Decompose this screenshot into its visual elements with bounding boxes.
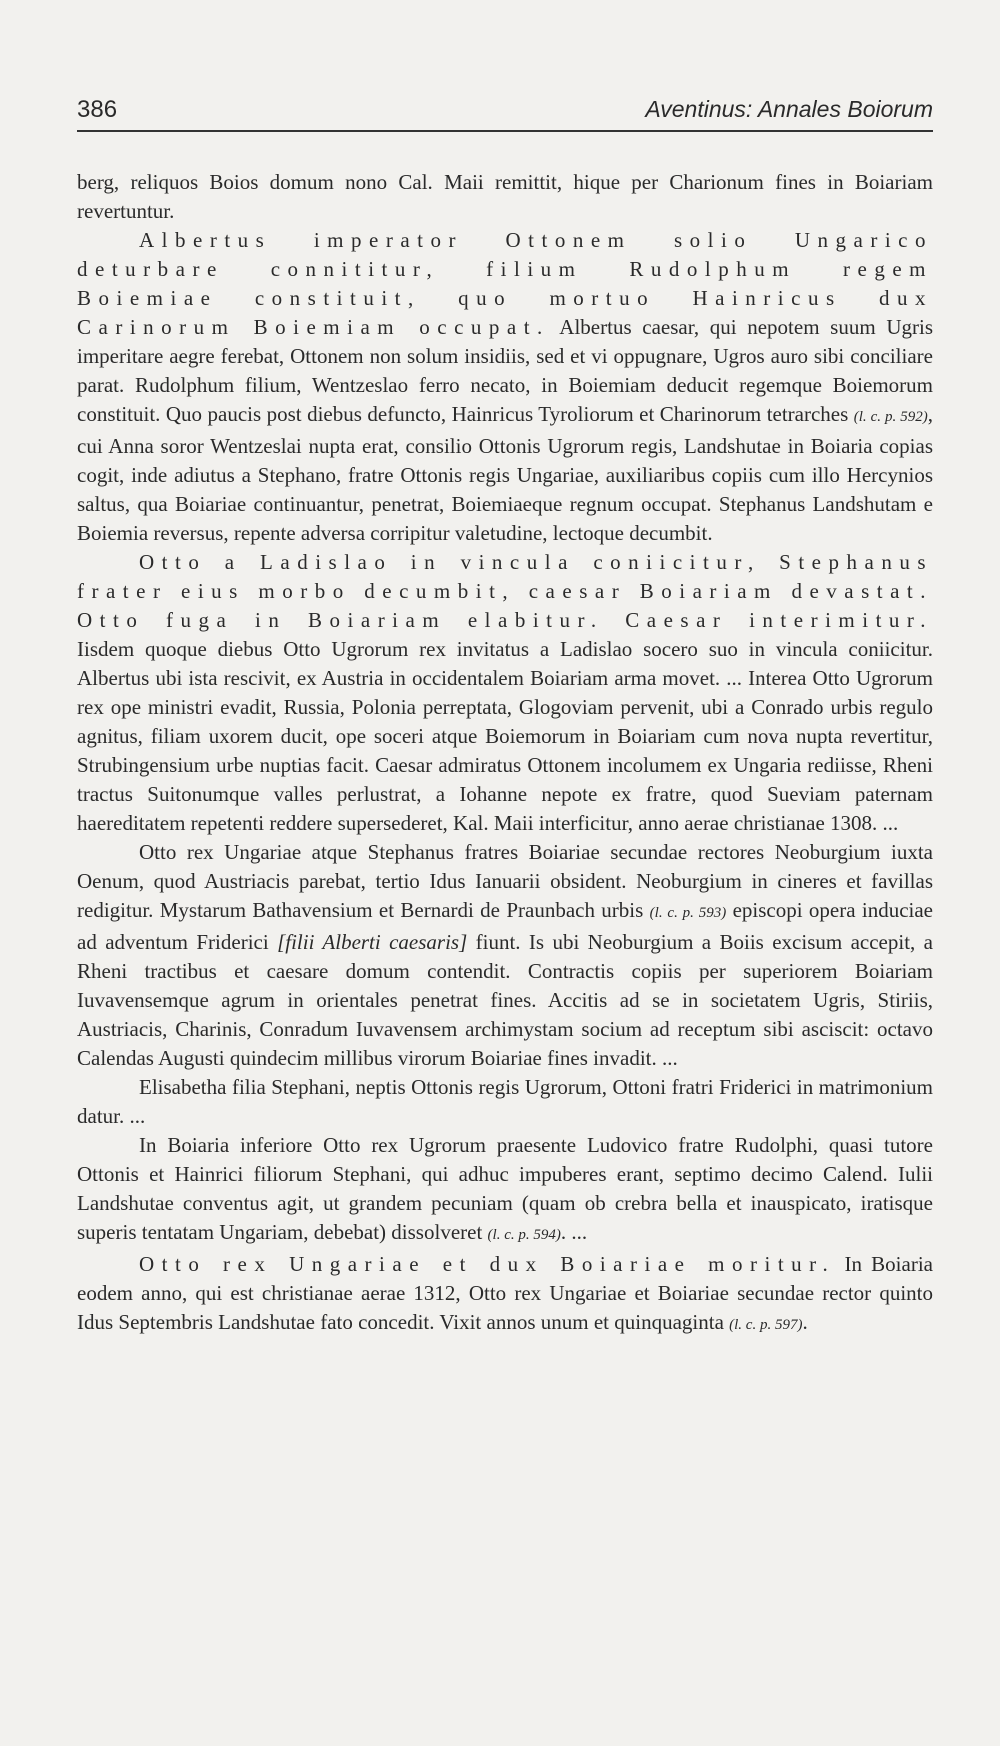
spaced-heading: Albertus imperator Ottonem solio Ungarico deturbare connititur, filium Rudolphum regem Boiemiae constituit, quo mortuo Hainricus dux Carinorum Boiemiam occupat. [77,228,933,339]
paragraph-text: Elisabetha filia Stephani, neptis Ottonis regis Ugrorum, Ottoni fratri Friderici in matrimonium datur. ... [77,1075,933,1128]
paragraph [77,168,933,226]
paragraph [77,226,933,548]
paragraph-text: . [802,1310,808,1334]
paragraph-text: Albertus caesar, qui nepotem suum Ugris imperitare aegre ferebat, Ottonem non solum insidiis, sed et vi oppugnare, Ugros auro sibi conciliare parat. Rudolphum filium, Wentzeslao ferro necato, in Boiemiam deducit regemque Boiemorum constituit. Quo paucis post diebus defuncto, Hainricus Tyroliorum et Charinorum tetrarches [77,315,933,426]
paragraph-text: In Boiaria eodem anno, qui est christianae aerae 1312, Otto rex Ungariae et Boiariae secundae rector quinto Idus Septembris Landshutae fato concedit. Vixit annos unum et quinquaginta [77,1252,933,1334]
paragraph [77,1073,933,1131]
editorial-note: [filii Alberti caesaris] [277,930,468,954]
spaced-heading: Otto a Ladislao in vincula coniicitur, Stephanus frater eius morbo decumbit, caesar Boiariam devastat. Otto fuga in Boiariam elabitur. Caesar interimitur. [77,550,933,632]
citation: (l. c. p. 597) [729,1317,803,1333]
citation: (l. c. p. 593) [649,905,727,921]
paragraph [77,1131,933,1250]
paragraph-text: Iisdem quoque diebus Otto Ugrorum rex invitatus a Ladislao socero suo in vincula coniicitur. Albertus ubi ista rescivit, ex Austria in occidentalem Boiariam arma movet. ... Interea Otto Ugrorum rex ope ministri evadit, Russia, Polonia perreptata, Glogoviam pervenit, ubi a Conrado urbis regulo agnitus, filiam uxorem ducit, ope soceri atque Boiemorum in Boiariam cum nova nupta revertitur, Strubingensium urbe nuptias facit. Caesar admiratus Ottonem incolumem ex Ungaria rediisse, Rheni tractus Suitonumque valles perlustrat, a Iohanne nepote ex fratre, quod Sueviam paternam haereditatem repetenti reddere supersederet, Kal. Maii interficitur, anno aerae christianae 1308. ... [77,637,933,835]
page [77,96,933,1340]
paragraph-text: episcopi opera induciae ad adventum Friderici [77,898,933,954]
paragraph-text: . ... [560,1220,588,1244]
page-number: 386 [77,96,118,123]
paragraph [77,838,933,1073]
paragraph-text: , cui Anna soror Wentzeslai nupta erat, consilio Ottonis Ugrorum regis, Landshutae in Boiaria copias cogit, inde adiutus a Stephano, fratre Ottonis regis Ungariae, auxiliaribus copiis cum illo Hercynios saltus, qua Boiariae continuantur, penetrat, Boiemiaeque regnum occupat. Stephanus Landshutam e Boiemia reversus, repente adversa corripitur valetudine, lectoque decumbit. [77,402,933,545]
paragraph-text: In Boiaria inferiore Otto rex Ugrorum praesente Ludovico fratre Rudolphi, quasi tutore Ottonis et Hainrici filiorum Stephani, qui adhuc impuberes erant, septimo decimo Calend. Iulii Landshutae conventus agit, ut grandem pecuniam (quam ob crebra bella et inauspicato, iratisque superis tentatam Ungariam, debebat) dissolveret [77,1133,933,1244]
running-title: Aventinus: Annales Boiorum [645,96,933,122]
paragraph [77,1250,933,1340]
spaced-heading: Otto rex Ungariae et dux Boiariae moritur. [139,1252,836,1276]
citation: (l. c. p. 592) [853,409,928,425]
paragraph-text: fiunt. Is ubi Neoburgium a Boiis excisum accepit, a Rheni tractibus et caesare domum contendit. Contractis copiis per superiorem Boiariam Iuvavensemque agrum in orientales penetrat fines. Accitis ad se in societatem Ugris, Stiriis, Austriacis, Charinis, Conradum Iuvavensem archimystam socium ad receptum sibi asciscit: octavo Calendas Augusti quindecim millibus virorum Boiariae fines invadit. ... [77,930,933,1070]
paragraph [77,548,933,838]
paragraph-text: berg, reliquos Boios domum nono Cal. Maii remittit, hique per Charionum fines in Boiariam revertuntur. [77,170,933,223]
page-header [77,96,933,132]
citation: (l. c. p. 594) [487,1227,561,1243]
body-text [77,168,933,1340]
paragraph-text: Otto rex Ungariae atque Stephanus fratres Boiariae secundae rectores Neoburgium iuxta Oenum, quod Austriacis parebat, tertio Idus Ianuarii obsident. Neoburgium in cineres et favillas redigitur. Mystarum Bathavensium et Bernardi de Praunbach urbis [77,840,933,922]
